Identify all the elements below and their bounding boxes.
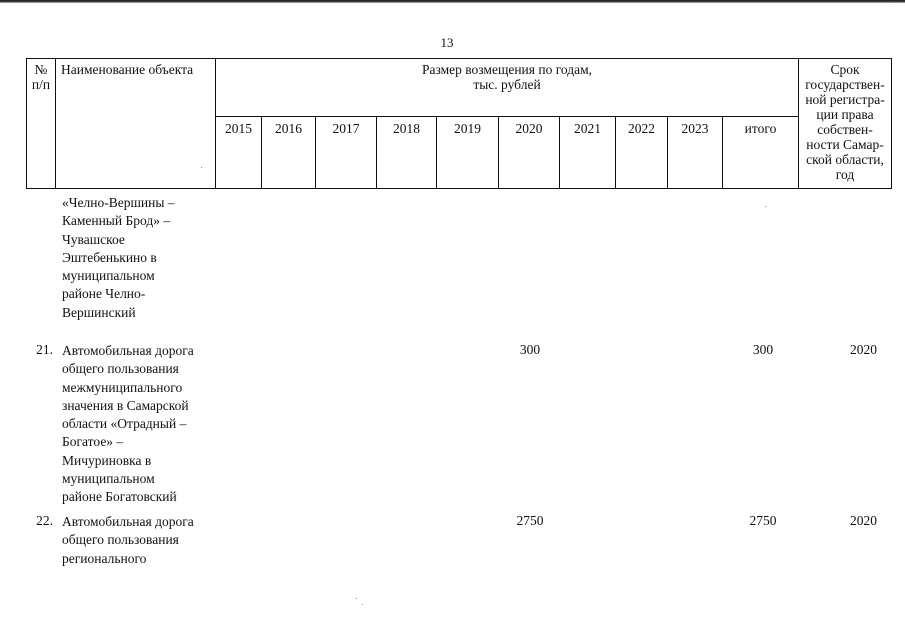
header-year-2018: 2018 [377,117,437,189]
row-number: 22. [36,513,53,528]
page-number: 13 [440,35,454,50]
scan-speck [362,604,363,605]
row-object-name: Автомобильная дорога общего пользования регионального [62,514,194,566]
header-reimbursement: Размер возмещения по годам, тыс. рублей [216,59,799,117]
row-value-2020: 300 [519,342,541,357]
row-registration-year: 2020 [850,513,877,528]
header-number: № п/п [27,59,56,189]
header-registration-term: Срок государствен- ной регистра- ции права собствен- ности Самар- ской области, год [799,59,892,189]
header-year-2015: 2015 [216,117,262,189]
header-total: итого [723,117,799,189]
row-value-total: 300 [752,342,774,357]
row-object-name: Автомобильная дорога общего пользования межмуниципального значения в Самарской области «Отрадный – Богатое» – Мичуриновка в муниципальном районе Богатовский [62,343,194,505]
scan-speck [765,206,766,207]
header-object-name: Наименование объекта [56,59,216,189]
row-value-2020: 2750 [516,513,544,528]
row-value-total: 2750 [749,513,777,528]
scan-speck [893,2,894,3]
scan-speck [201,167,202,168]
scan-edge [0,0,905,3]
header-year-2016: 2016 [262,117,316,189]
header-year-2023: 2023 [668,117,723,189]
table-header [26,58,892,189]
header-year-2017: 2017 [316,117,377,189]
header-year-2021: 2021 [560,117,616,189]
header-year-2019: 2019 [437,117,499,189]
header-year-2022: 2022 [616,117,668,189]
row-registration-year: 2020 [850,342,877,357]
row-number: 21. [36,342,53,357]
header-year-2020: 2020 [499,117,560,189]
row-object-name: «Челно-Вершины – Каменный Брод» – Чувашское Эштебенькино в муниципальном районе Челно- Вершинский [62,195,175,320]
scan-speck [356,598,357,599]
